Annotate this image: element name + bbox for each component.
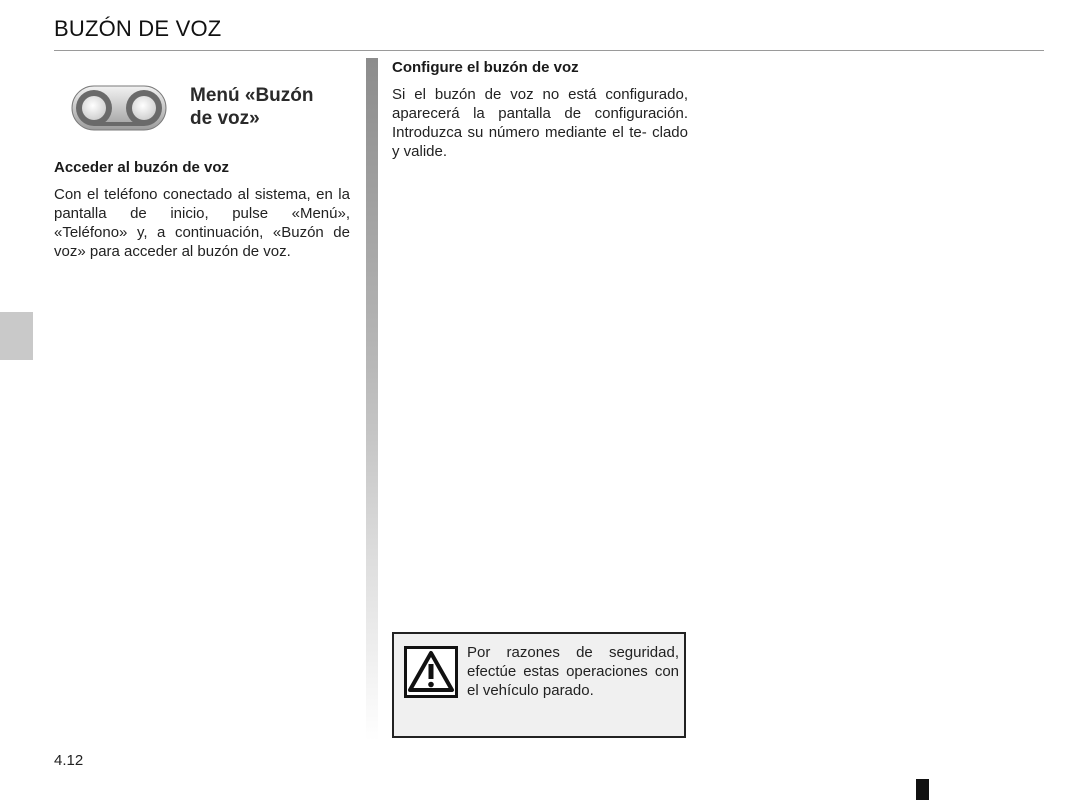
voicemail-button-icon	[71, 85, 167, 131]
access-text: Con el teléfono conectado al sistema, en la pantalla de inicio, pulse «Menú», «Teléfono» y, a continuación, «Buzón de voz» para acceder al buzón de voz.	[54, 186, 350, 260]
chapter-tab	[0, 312, 33, 360]
menu-heading	[190, 84, 360, 130]
config-heading: Configure el buzón de voz	[392, 59, 579, 76]
warning-text: Por razones de seguridad, efectúe estas operaciones con el vehículo parado.	[467, 644, 679, 699]
corner-mark	[916, 779, 929, 800]
safety-warning-box	[392, 632, 686, 738]
config-text: Si el buzón de voz no está configurado, aparecerá la pantalla de configuración. Introduzca su número mediante el te- clado y valide.	[392, 86, 688, 160]
page-number: 4.12	[54, 752, 84, 769]
warning-triangle-icon	[404, 646, 458, 698]
column-divider-bar	[366, 58, 378, 741]
page-title: BUZÓN DE VOZ	[54, 16, 222, 41]
menu-heading-line2: de voz»	[190, 108, 260, 129]
menu-heading-line1: Menú «Buzón	[190, 85, 314, 106]
access-heading: Acceder al buzón de voz	[54, 159, 230, 176]
title-divider	[54, 50, 1044, 51]
